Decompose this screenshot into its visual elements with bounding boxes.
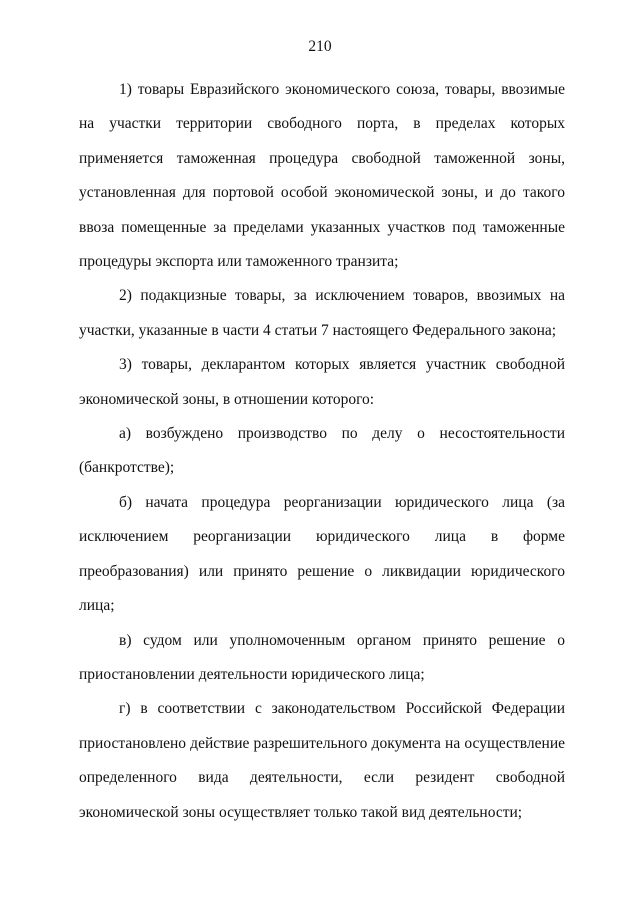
paragraph-item-2: 2) подакцизные товары, за исключением товаров, ввозимых на участки, указанные в части 4 статьи 7 настоящего Федерального закона; xyxy=(79,287,565,339)
paragraph-item-3: 3) товары, декларантом которых является участник свободной экономической зоны, в отношении которого: xyxy=(79,356,565,408)
paragraph-subitem-v: в) судом или уполномоченным органом принято решение о приостановлении деятельности юридического лица; xyxy=(79,631,565,683)
paragraph-subitem-a: а) возбуждено производство по делу о несостоятельности (банкротстве); xyxy=(79,425,565,477)
paragraph-subitem-b: б) начата процедура реорганизации юридического лица (за исключением реорганизации юридического лица в форме преобразования) или принято решение о ликвидации юридического лица; xyxy=(79,493,565,615)
page-number: 210 xyxy=(308,38,332,55)
paragraph-item-1: 1) товары Евразийского экономического союза, товары, ввозимые на участки территории свободного порта, в пределах которых применяется таможенная процедура свободной таможенной зоны, установленная для портовой особой экономической зоны, и до такого ввоза помещенные за пределами указанных участков под таможенные процедуры экспорта или таможенного транзита; xyxy=(79,81,565,271)
document-body xyxy=(79,73,565,830)
paragraph-subitem-g: г) в соответствии с законодательством Российской Федерации приостановлено действие разрешительного документа на осуществление определенного вида деятельности, если резидент свободной экономической зоны осуществляет только такой вид деятельности; xyxy=(79,700,565,821)
